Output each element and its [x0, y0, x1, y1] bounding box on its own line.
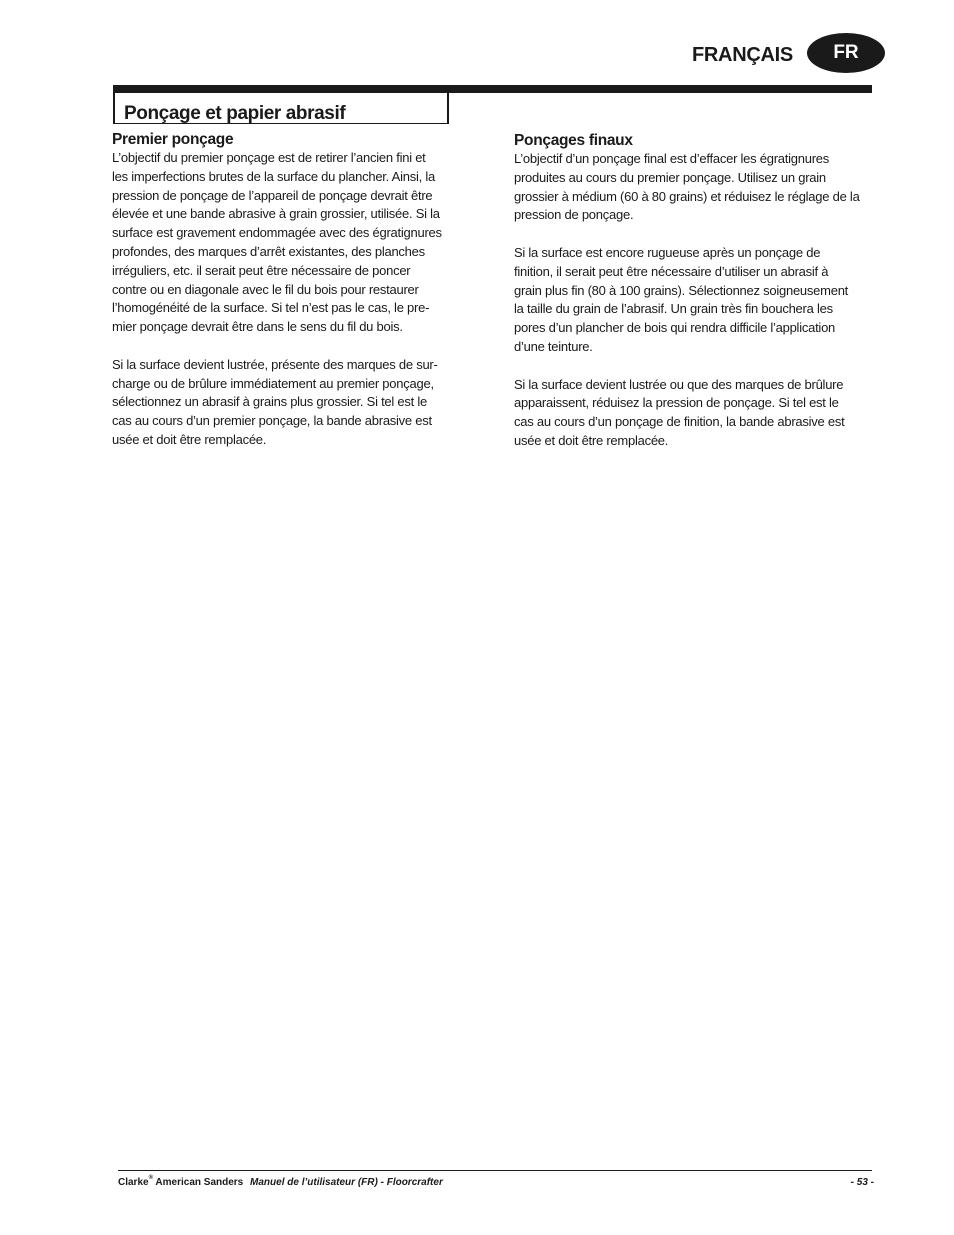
- left-paragraph: Si la surface devient lustrée, présente des marques de sur- charge ou de brûlure immédiatement au premier ponçage, sélectionnez un abrasif à grains plus grossier. Si tel est le cas au cours d’un premier ponçage, la bande abrasive est usée et doit être remplacée.: [112, 356, 438, 447]
- top-rule: [113, 85, 872, 93]
- footer-company: American Sanders: [155, 1177, 244, 1188]
- footer-manual-title: Manuel de l’utilisateur (FR) - Floorcrafter: [250, 1177, 443, 1188]
- right-paragraph: Si la surface devient lustrée ou que des marques de brûlure apparaissent, réduisez la pression de ponçage. Si tel est le cas au cours d’un ponçage de finition, la bande abrasive est usée et doit être remplacée.: [514, 376, 845, 448]
- language-badge: FR: [807, 33, 885, 73]
- left-heading: Premier ponçage: [112, 131, 234, 148]
- page-number: - 53 -: [850, 1177, 874, 1188]
- language-label: FRANÇAIS: [692, 44, 793, 66]
- right-paragraph: Si la surface est encore rugueuse après un ponçage de finition, il serait peut être nécessaire d’utiliser un abrasif à grain plus fin (80 à 100 grains). Sélectionnez soigneusement la taille du grain de l’abrasif. Un grain très fin bouchera les pores d’un plancher de bois qui rendra difficile l’application d’une teinture.: [514, 244, 849, 354]
- right-heading: Ponçages finaux: [514, 132, 633, 149]
- footer-brand: Clarke: [118, 1177, 149, 1188]
- footer-left: [118, 1177, 443, 1188]
- left-paragraph: L’objectif du premier ponçage est de retirer l’ancien fini et les imperfections brutes de la surface du plancher. Ainsi, la pression de ponçage de l’appareil de ponçage devrait être élevée et une bande abrasive à grain grossier, utilisée. Si la surface est gravement endommagée avec des égratignures profondes, des marques d’arrêt existantes, des planches irréguliers, etc. il serait peut être nécessaire de poncer contre ou en diagonale avec le fil du bois pour restaurer l’homogénéité de la surface. Si tel n’est pas le cas, le pre- mier ponçage devrait être dans le sens du fil du bois.: [112, 150, 442, 335]
- footer-rule: [118, 1170, 872, 1171]
- registered-mark: ®: [148, 1175, 153, 1181]
- left-column: [112, 130, 458, 450]
- section-title-box: [113, 93, 449, 124]
- section-title: Ponçage et papier abrasif: [124, 103, 346, 124]
- right-column: [514, 130, 876, 451]
- right-paragraph: L’objectif d’un ponçage final est d’effacer les égratignures produites au cours du premier ponçage. Utilisez un grain grossier à médium (60 à 80 grains) et réduisez le réglage de la pression de ponçage.: [514, 151, 860, 223]
